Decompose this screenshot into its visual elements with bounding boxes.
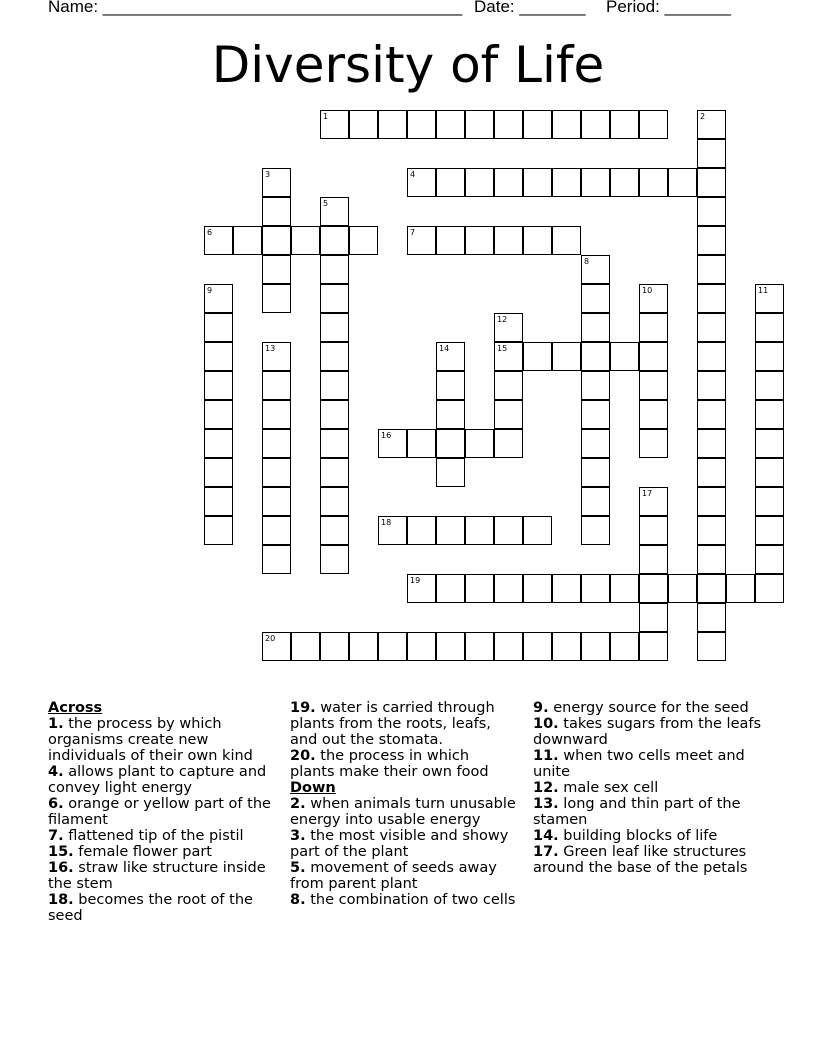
- clue-item: [533, 844, 769, 876]
- grid-cell[interactable]: [581, 400, 610, 429]
- grid-cell[interactable]: [494, 574, 523, 603]
- grid-cell[interactable]: [581, 284, 610, 313]
- clue-num: 1.: [48, 716, 64, 732]
- period-field[interactable]: Period: _______: [606, 0, 731, 16]
- grid-cell[interactable]: [581, 371, 610, 400]
- grid-cell[interactable]: [436, 632, 465, 661]
- clue-item: [48, 860, 276, 892]
- grid-cell[interactable]: [523, 342, 552, 371]
- grid-cell[interactable]: [494, 313, 523, 342]
- clue-number: 10: [642, 286, 653, 295]
- clue-item: [290, 700, 518, 748]
- grid-cell[interactable]: [755, 342, 784, 371]
- grid-cell[interactable]: [639, 110, 668, 139]
- grid-cell[interactable]: [581, 632, 610, 661]
- clue-text: when two cells meet and unite: [533, 748, 745, 780]
- grid-cell[interactable]: [494, 342, 523, 371]
- clue-text: building blocks of life: [558, 828, 718, 844]
- grid-cell[interactable]: [494, 110, 523, 139]
- clue-num: 13.: [533, 796, 559, 812]
- grid-cell[interactable]: [639, 429, 668, 458]
- grid-cell[interactable]: [349, 110, 378, 139]
- grid-cell[interactable]: [407, 429, 436, 458]
- clue-number: 18: [381, 518, 392, 527]
- clue-num: 8.: [290, 892, 306, 908]
- grid-cell[interactable]: [755, 371, 784, 400]
- grid-cell[interactable]: [407, 226, 436, 255]
- grid-cell[interactable]: [581, 168, 610, 197]
- clue-num: 5.: [290, 860, 306, 876]
- grid-cell[interactable]: [697, 458, 726, 487]
- grid-cell[interactable]: [639, 284, 668, 313]
- clue-text: movement of seeds away from parent plant: [290, 860, 497, 892]
- grid-cell[interactable]: [204, 342, 233, 371]
- clue-text: Green leaf like structures around the base of the petals: [533, 844, 748, 876]
- clue-item: [533, 796, 769, 828]
- clue-number: 3: [265, 170, 271, 179]
- clue-number: 8: [584, 257, 590, 266]
- grid-cell[interactable]: [523, 110, 552, 139]
- clue-num: 16.: [48, 860, 74, 876]
- clue-number: 2: [700, 112, 706, 121]
- grid-cell[interactable]: [697, 429, 726, 458]
- clue-text: becomes the root of the seed: [48, 892, 253, 924]
- grid-cell[interactable]: [552, 226, 581, 255]
- grid-cell[interactable]: [494, 226, 523, 255]
- clue-num: 2.: [290, 796, 306, 812]
- clue-item: [48, 828, 276, 844]
- clue-text: the process by which organisms create new individuals of their own kind: [48, 716, 253, 764]
- grid-cell[interactable]: [204, 516, 233, 545]
- clue-text: takes sugars from the leafs downward: [533, 716, 762, 748]
- grid-cell[interactable]: [349, 632, 378, 661]
- grid-cell[interactable]: [639, 545, 668, 574]
- grid-cell[interactable]: [697, 603, 726, 632]
- grid-cell[interactable]: [436, 574, 465, 603]
- grid-cell[interactable]: [581, 487, 610, 516]
- grid-cell[interactable]: [262, 632, 291, 661]
- clue-item: [290, 748, 518, 780]
- grid-cell[interactable]: [581, 516, 610, 545]
- clue-number: 7: [410, 228, 416, 237]
- clue-num: 18.: [48, 892, 74, 908]
- clue-item: [290, 892, 518, 908]
- grid-cell[interactable]: [494, 429, 523, 458]
- grid-cell[interactable]: [291, 226, 320, 255]
- clue-num: 15.: [48, 844, 74, 860]
- grid-cell[interactable]: [552, 342, 581, 371]
- grid-cell[interactable]: [755, 284, 784, 313]
- grid-cell[interactable]: [378, 429, 407, 458]
- grid-cell[interactable]: [494, 371, 523, 400]
- grid-cell[interactable]: [204, 429, 233, 458]
- grid-cell[interactable]: [262, 284, 291, 313]
- grid-cell[interactable]: [436, 400, 465, 429]
- grid-cell[interactable]: [320, 284, 349, 313]
- clue-item: [533, 748, 769, 780]
- clue-number: 6: [207, 228, 213, 237]
- grid-cell[interactable]: [233, 226, 262, 255]
- clue-number: 19: [410, 576, 421, 585]
- grid-cell[interactable]: [697, 313, 726, 342]
- grid-cell[interactable]: [639, 632, 668, 661]
- grid-cell[interactable]: [320, 255, 349, 284]
- grid-cell[interactable]: [755, 429, 784, 458]
- grid-cell[interactable]: [262, 487, 291, 516]
- clue-num: 20.: [290, 748, 316, 764]
- grid-cell[interactable]: [639, 574, 668, 603]
- grid-cell[interactable]: [436, 429, 465, 458]
- grid-cell[interactable]: [552, 168, 581, 197]
- clues-column-3: [533, 700, 769, 876]
- grid-cell[interactable]: [610, 342, 639, 371]
- clue-text: straw like structure inside the stem: [48, 860, 266, 892]
- clue-num: 19.: [290, 700, 316, 716]
- clue-num: 7.: [48, 828, 64, 844]
- grid-cell[interactable]: [262, 516, 291, 545]
- grid-cell[interactable]: [755, 574, 784, 603]
- grid-cell[interactable]: [465, 226, 494, 255]
- grid-cell[interactable]: [668, 574, 697, 603]
- grid-cell[interactable]: [262, 197, 291, 226]
- grid-cell[interactable]: [407, 110, 436, 139]
- grid-cell[interactable]: [755, 458, 784, 487]
- grid-cell[interactable]: [639, 516, 668, 545]
- grid-cell[interactable]: [320, 110, 349, 139]
- grid-cell[interactable]: [697, 545, 726, 574]
- grid-cell[interactable]: [581, 255, 610, 284]
- grid-cell[interactable]: [697, 197, 726, 226]
- grid-cell[interactable]: [697, 371, 726, 400]
- grid-cell[interactable]: [697, 342, 726, 371]
- grid-cell[interactable]: [639, 313, 668, 342]
- grid-cell[interactable]: [204, 284, 233, 313]
- grid-cell[interactable]: [697, 487, 726, 516]
- grid-cell[interactable]: [320, 371, 349, 400]
- clue-number: 12: [497, 315, 508, 324]
- grid-cell[interactable]: [436, 516, 465, 545]
- grid-cell[interactable]: [610, 110, 639, 139]
- clue-text: flattened tip of the pistil: [63, 828, 244, 844]
- grid-cell[interactable]: [639, 168, 668, 197]
- grid-cell[interactable]: [262, 429, 291, 458]
- grid-cell[interactable]: [378, 110, 407, 139]
- grid-cell[interactable]: [320, 313, 349, 342]
- grid-cell[interactable]: [523, 632, 552, 661]
- grid-cell[interactable]: [639, 487, 668, 516]
- clue-num: 17.: [533, 844, 559, 860]
- clue-number: 1: [323, 112, 329, 121]
- grid-cell[interactable]: [523, 168, 552, 197]
- clue-text: the process in which plants make their own food: [290, 748, 489, 780]
- grid-cell[interactable]: [262, 342, 291, 371]
- grid-cell[interactable]: [494, 168, 523, 197]
- clue-num: 6.: [48, 796, 64, 812]
- clue-text: female flower part: [73, 844, 212, 860]
- grid-cell[interactable]: [320, 197, 349, 226]
- grid-cell[interactable]: [523, 516, 552, 545]
- clue-item: [48, 716, 276, 764]
- grid-cell[interactable]: [436, 458, 465, 487]
- clue-item: [533, 700, 769, 716]
- clue-num: 3.: [290, 828, 306, 844]
- clue-number: 14: [439, 344, 450, 353]
- grid-cell[interactable]: [436, 342, 465, 371]
- grid-cell[interactable]: [204, 487, 233, 516]
- across-heading: Across: [48, 700, 103, 716]
- grid-cell[interactable]: [320, 516, 349, 545]
- clue-num: 14.: [533, 828, 559, 844]
- grid-cell[interactable]: [204, 226, 233, 255]
- clue-text: long and thin part of the stamen: [533, 796, 741, 828]
- grid-cell[interactable]: [494, 400, 523, 429]
- clue-item: [533, 828, 769, 844]
- grid-cell[interactable]: [465, 168, 494, 197]
- grid-cell[interactable]: [639, 342, 668, 371]
- grid-cell[interactable]: [407, 574, 436, 603]
- clue-text: allows plant to capture and convey light energy: [48, 764, 267, 796]
- clue-number: 15: [497, 344, 508, 353]
- grid-cell[interactable]: [697, 516, 726, 545]
- clue-num: 11.: [533, 748, 559, 764]
- grid-cell[interactable]: [436, 110, 465, 139]
- clue-text: male sex cell: [558, 780, 659, 796]
- grid-cell[interactable]: [407, 168, 436, 197]
- grid-cell[interactable]: [697, 632, 726, 661]
- grid-cell[interactable]: [755, 487, 784, 516]
- down-heading: Down: [290, 780, 336, 796]
- clue-text: water is carried through plants from the roots, leafs, and out the stomata.: [290, 700, 495, 748]
- grid-cell[interactable]: [436, 226, 465, 255]
- grid-cell[interactable]: [320, 458, 349, 487]
- grid-cell[interactable]: [320, 429, 349, 458]
- grid-cell[interactable]: [378, 516, 407, 545]
- grid-cell[interactable]: [610, 632, 639, 661]
- clue-num: 12.: [533, 780, 559, 796]
- clue-item: [290, 828, 518, 860]
- grid-cell[interactable]: [262, 371, 291, 400]
- grid-cell[interactable]: [436, 371, 465, 400]
- grid-cell[interactable]: [552, 632, 581, 661]
- grid-cell[interactable]: [436, 168, 465, 197]
- clue-number: 11: [758, 286, 769, 295]
- grid-cell[interactable]: [726, 574, 755, 603]
- grid-cell[interactable]: [262, 255, 291, 284]
- clue-text: the most visible and showy part of the plant: [290, 828, 509, 860]
- grid-cell[interactable]: [581, 342, 610, 371]
- grid-cell[interactable]: [697, 574, 726, 603]
- grid-cell[interactable]: [697, 226, 726, 255]
- grid-cell[interactable]: [320, 400, 349, 429]
- grid-cell[interactable]: [523, 574, 552, 603]
- grid-cell[interactable]: [204, 458, 233, 487]
- name-field[interactable]: Name: ______________________________________: [48, 0, 463, 16]
- grid-cell[interactable]: [610, 168, 639, 197]
- grid-cell[interactable]: [581, 313, 610, 342]
- clue-number: 9: [207, 286, 213, 295]
- grid-cell[interactable]: [639, 371, 668, 400]
- clue-item: [290, 796, 518, 828]
- grid-cell[interactable]: [755, 545, 784, 574]
- grid-cell[interactable]: [465, 516, 494, 545]
- grid-cell[interactable]: [697, 168, 726, 197]
- clues-column-1: [48, 700, 276, 924]
- clues-column-2: [290, 700, 518, 908]
- clue-number: 4: [410, 170, 416, 179]
- clue-item: [48, 892, 276, 924]
- clue-num: 9.: [533, 700, 549, 716]
- clue-number: 20: [265, 634, 276, 643]
- grid-cell[interactable]: [639, 400, 668, 429]
- grid-cell[interactable]: [204, 313, 233, 342]
- clue-number: 16: [381, 431, 392, 440]
- grid-cell[interactable]: [697, 110, 726, 139]
- grid-cell[interactable]: [465, 429, 494, 458]
- clue-text: orange or yellow part of the filament: [48, 796, 271, 828]
- grid-cell[interactable]: [320, 487, 349, 516]
- grid-cell[interactable]: [320, 545, 349, 574]
- grid-cell[interactable]: [581, 110, 610, 139]
- clue-item: [48, 844, 276, 860]
- page-title: Diversity of Life: [211, 36, 605, 94]
- grid-cell[interactable]: [262, 168, 291, 197]
- grid-cell[interactable]: [494, 632, 523, 661]
- clue-item: [533, 716, 769, 748]
- grid-cell[interactable]: [697, 139, 726, 168]
- grid-cell[interactable]: [320, 632, 349, 661]
- grid-cell[interactable]: [523, 226, 552, 255]
- clue-number: 13: [265, 344, 276, 353]
- clue-item: [48, 796, 276, 828]
- clue-number: 5: [323, 199, 329, 208]
- grid-cell[interactable]: [755, 516, 784, 545]
- clue-num: 10.: [533, 716, 559, 732]
- grid-cell[interactable]: [668, 168, 697, 197]
- clue-item: [48, 764, 276, 796]
- clue-text: the combination of two cells: [305, 892, 516, 908]
- grid-cell[interactable]: [407, 516, 436, 545]
- grid-cell[interactable]: [407, 632, 436, 661]
- grid-cell[interactable]: [494, 516, 523, 545]
- grid-cell[interactable]: [697, 284, 726, 313]
- grid-cell[interactable]: [465, 632, 494, 661]
- grid-cell[interactable]: [697, 400, 726, 429]
- grid-cell[interactable]: [697, 255, 726, 284]
- grid-cell[interactable]: [581, 429, 610, 458]
- clue-number: 17: [642, 489, 653, 498]
- clue-num: 4.: [48, 764, 64, 780]
- grid-cell[interactable]: [581, 458, 610, 487]
- grid-cell[interactable]: [262, 545, 291, 574]
- grid-cell[interactable]: [639, 603, 668, 632]
- grid-cell[interactable]: [610, 574, 639, 603]
- clue-item: [533, 780, 769, 796]
- grid-cell[interactable]: [465, 574, 494, 603]
- grid-cell[interactable]: [262, 226, 291, 255]
- grid-cell[interactable]: [552, 574, 581, 603]
- grid-cell[interactable]: [320, 226, 349, 255]
- grid-cell[interactable]: [552, 110, 581, 139]
- grid-cell[interactable]: [204, 400, 233, 429]
- clue-text: when animals turn unusable energy into usable energy: [290, 796, 516, 828]
- grid-cell[interactable]: [465, 110, 494, 139]
- grid-cell[interactable]: [755, 313, 784, 342]
- grid-cell[interactable]: [349, 226, 378, 255]
- clue-item: [290, 860, 518, 892]
- grid-cell[interactable]: [204, 371, 233, 400]
- grid-cell[interactable]: [262, 458, 291, 487]
- grid-cell[interactable]: [581, 574, 610, 603]
- grid-cell[interactable]: [291, 632, 320, 661]
- grid-cell[interactable]: [378, 632, 407, 661]
- grid-cell[interactable]: [320, 342, 349, 371]
- grid-cell[interactable]: [755, 400, 784, 429]
- grid-cell[interactable]: [262, 400, 291, 429]
- date-field[interactable]: Date: _______: [474, 0, 586, 16]
- clue-text: energy source for the seed: [548, 700, 749, 716]
